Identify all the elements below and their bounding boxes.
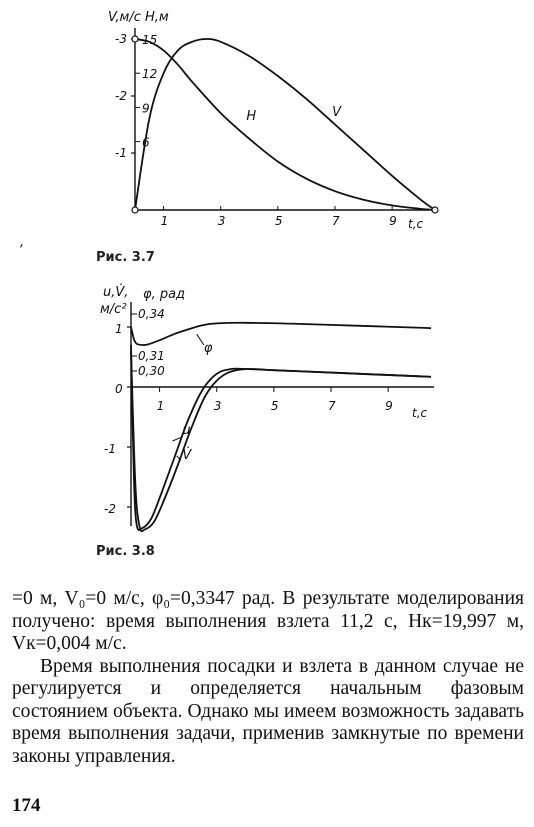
fig2-series-vdot bbox=[131, 351, 431, 531]
fig1-ylabel: V,м/с H,м bbox=[108, 10, 169, 25]
fig1-xtick-label: 3 bbox=[217, 214, 226, 228]
fig2-xtick-label: 7 bbox=[327, 399, 336, 413]
fig1-ytick-label: -3 bbox=[115, 32, 127, 46]
fig1-series-label-v: V bbox=[332, 104, 342, 120]
fig1-series-v bbox=[135, 39, 435, 210]
fig1-xtick-label: 7 bbox=[331, 214, 340, 228]
fig2-ytick-label: 1 bbox=[115, 322, 123, 336]
fig1-inner-tick-label: 12 bbox=[142, 67, 158, 82]
fig2-ylabel-2: φ, рад bbox=[143, 287, 186, 302]
figure-3-7-caption: Рис. 3.7 bbox=[96, 250, 155, 265]
fig1-series-label-h: H bbox=[246, 108, 257, 124]
fig1-ytick-label: -1 bbox=[115, 146, 127, 160]
fig2-ytick-label: -2 bbox=[104, 502, 116, 516]
fig1-xtick-label: 1 bbox=[160, 214, 169, 228]
fig1-inner-tick-label: 15 bbox=[142, 33, 158, 47]
paragraph-1: =0 м, V₀=0 м/с, φ₀=0,3347 рад. В результате моделирования получено: время выполнения взлета 11,2 с, Hк=19,997 м, Vк=0,004 м/с. bbox=[12, 588, 524, 654]
fig2-phi-tick-label: 0,30 bbox=[138, 364, 165, 378]
fig1-xtick-label: 5 bbox=[274, 214, 283, 228]
fig2-series-phi bbox=[131, 323, 431, 345]
fig1-series-h bbox=[135, 39, 435, 210]
fig2-phi-tick-label: 0,31 bbox=[138, 349, 165, 363]
fig1-inner-tick-label: 6 bbox=[142, 135, 150, 150]
body-text bbox=[12, 588, 524, 768]
fig1-xtick-label: 9 bbox=[389, 214, 397, 228]
fig2-series-label-u: u bbox=[182, 422, 191, 438]
fig1-end-marker bbox=[432, 207, 438, 213]
fig2-xlabel: t,с bbox=[412, 406, 428, 420]
figure-3-8-caption: Рис. 3.8 bbox=[96, 544, 155, 559]
fig2-ylabel-3: м/с² bbox=[100, 302, 127, 317]
figure-3-8 bbox=[100, 285, 434, 532]
fig2-xtick-label: 3 bbox=[213, 399, 222, 413]
fig1-start-marker-h bbox=[132, 36, 138, 42]
fig2-ytick-label: -1 bbox=[104, 442, 116, 456]
fig2-series-u bbox=[131, 345, 431, 530]
stray-mark: , bbox=[20, 235, 25, 250]
fig1-inner-tick-label: 9 bbox=[142, 101, 150, 116]
figure-3-7 bbox=[108, 10, 438, 231]
fig2-xtick-label: 5 bbox=[270, 399, 279, 413]
fig2-phi-tick-label: 0,34 bbox=[138, 307, 165, 321]
fig1-xlabel: t,с bbox=[408, 217, 424, 231]
fig2-xtick-label: 1 bbox=[156, 399, 165, 413]
fig2-leader-phi bbox=[197, 334, 204, 345]
fig2-xtick-label: 9 bbox=[385, 399, 393, 413]
fig2-series-label-phi: φ bbox=[203, 341, 213, 357]
fig2-series-label-vdot: V̇ bbox=[182, 448, 192, 463]
fig2-ytick-label: 0 bbox=[115, 382, 123, 396]
fig1-start-marker-v bbox=[132, 207, 138, 213]
fig2-ylabel-1: u,V̇, bbox=[103, 285, 129, 300]
paragraph-2: Время выполнения посадки и взлета в данном случае не регулируется и определяется начальным фазовым состоянием объекта. Однако мы имеем возможность задавать время выполнения задачи, применив замкнутые по времени законы управления. bbox=[12, 655, 524, 767]
fig1-ytick-label: -2 bbox=[115, 89, 127, 103]
page-number: 174 bbox=[12, 795, 41, 816]
